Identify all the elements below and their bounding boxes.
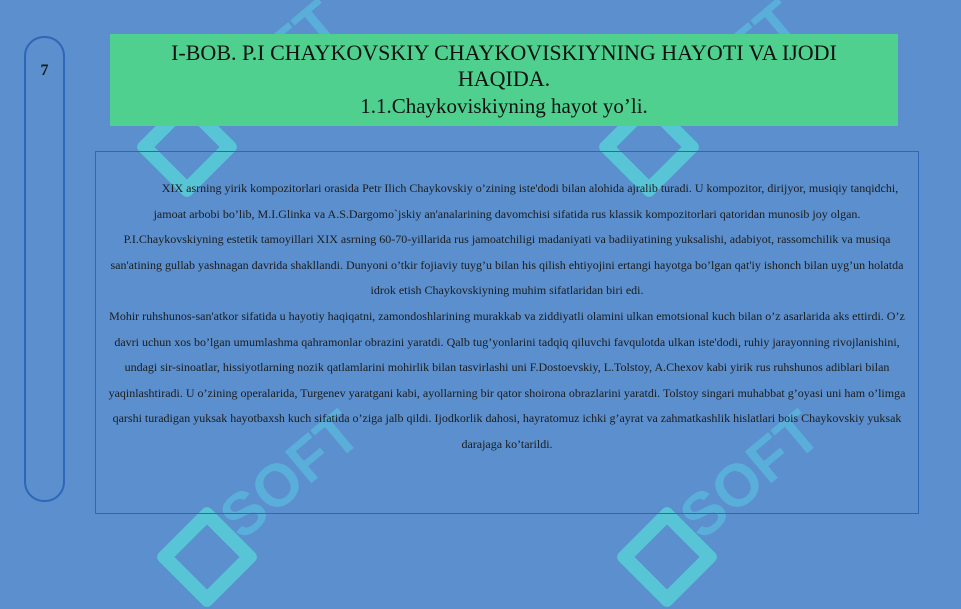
- body-text-box: [95, 151, 919, 514]
- paragraph: XIX asrning yirik kompozitorlari orasida Petr Ilich Chaykovskiy o’zining iste'dodi bilan alohida ajralib turadi. U kompozitor, dirijyor, musiqiy tanqidchi, jamoat arbobi bo’lib, M.I.Glinka va A.S.Dargomo`jskiy an'analarining davomchisi sifatida rus klassik kompozitorlari qatoridan munosib joy olgan.: [153, 181, 899, 221]
- watermark-shape: [615, 505, 720, 609]
- slide-title: [110, 34, 898, 126]
- chapter-title: I-BOB. P.I CHAYKOVSKIY CHAYKOVISKIYNING HAYOTI VA IJODI HAQIDA.: [171, 40, 837, 91]
- watermark-text: SOFT: [207, 397, 373, 552]
- paragraph: P.I.Chaykovskiyning estetik tamoyillari XIX asrning 60-70-yillarida rus jamoatchiligi madaniyati va badiiyatining yuksalishi, adabiyot, rassomchilik va musiqa san'atining gullab yashnagan davrida shakllandi. Dunyoni o’tkir fojiaviy tuyg’u bilan his qilish ehtiyojini ertangi hayotga bo’lgan qat'iy ishonch bilan uyg’un holatda idrok etish Chaykovskiyning muhim sifatlaridan biri edi.: [110, 232, 904, 298]
- paragraph: Mohir ruhshunos-san'atkor sifatida u hayotiy haqiqatni, zamondoshlarining murakkab va ziddiyatli olamini ulkan emotsional kuch bilan o’z asarlarida aks ettirdi. O’z davri uchun xos bo’lgan umumlashma qahramonlar obrazini yaratdi. Qalb tug’yonlarini tadqiq qiluvchi favqulotda ulkan iste'dodi, ruhiy jarayonning rivojlanishini, undagi sir-sinoatlar, hissiyotlarning nozik qatlamlarini mohirlik bilan tasvirlashi uni F.Dostoevskiy, L.Tolstoy, A.Chexov kabi yirik rus ruhshunos adiblari bilan yaqinlashtiradi. U o’zining operalarida, Turgenev yaratgani kabi, ayollarning bir qator shoirona obrazlarini yaratdi. Tolstoy singari muhabbat g’oyasi uni ham o’limga qarshi turadigan yuksak hayotbaxsh kuch sifatida o’ziga jalb qildi. Ijodkorlik dahosi, hayratomuz ichki g’ayrat va zahmatkashlik hislatlari bois Chaykovskiy yuksak darajaga ko’tarildi.: [108, 308, 906, 451]
- section-title: 1.1.Chaykoviskiyning hayot yo’li.: [360, 94, 648, 118]
- page-number: 7: [40, 62, 49, 79]
- watermark-shape: [155, 505, 260, 609]
- page-number-frame: [24, 36, 65, 502]
- watermark-text: SOFT: [667, 397, 833, 552]
